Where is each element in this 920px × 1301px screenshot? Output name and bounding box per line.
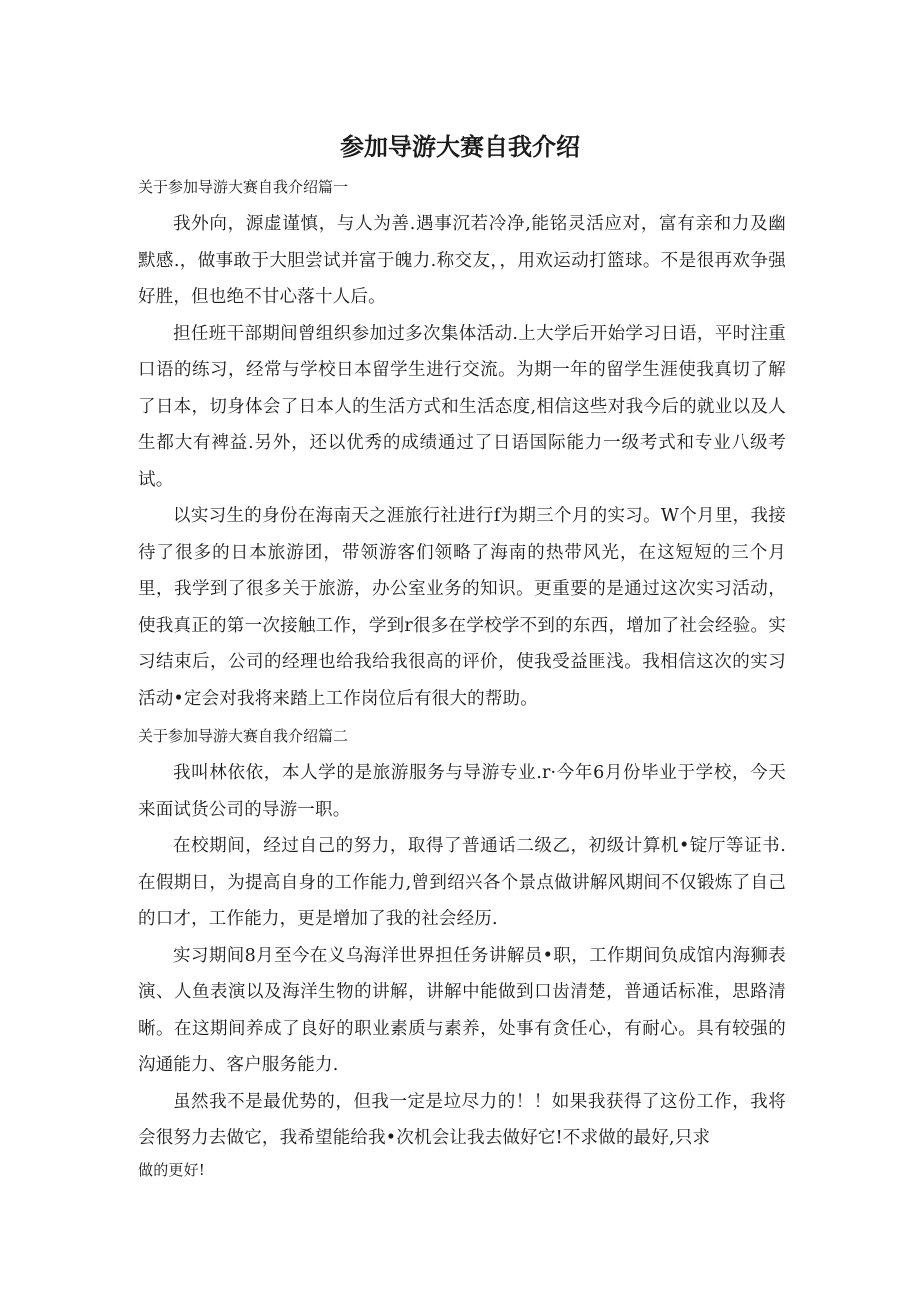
paragraph: 实习期间8月至今在义乌海洋世界担任务讲解员•职，工作期间负成馆内海狮表演、人鱼表演以及海洋生物的讲解，讲解中能做到口齿清楚，普通话标准，思路清晰。在这期间养成了良好的职业素质与素养，处事有贪任心，有耐心。具有较强的沟通能力、客户服务能力. (138, 945, 786, 1075)
document-body (138, 174, 786, 1183)
paragraph: 以实习生的身份在海南天之涯旅行社进行f为期三个月的实习。W个月里，我接待了很多的日本旅游团，带领游客们领略了海南的热带风光，在这短短的三个月里，我学到了很多关于旅游，办公室业务的知识。更重要的是通过这次实习活动，使我真正的第一次接触工作，学到r很多在学校学不到的东西，增加了社会经验。实习结束后，公司的经理也给我给我很高的评价，使我受益匪浅。我相信这次的实习活动•定会对我将来踏上工作岗位后有很大的帮助。 (138, 506, 786, 709)
paragraph: 我外向，源虚谨慎，与人为善.遇事沉若冷净,能铭灵活应对，富有亲和力及幽默感.，做事敢于大胆尝试并富于魄力.称交友，，用欢运动打篮球。不是很再欢争强好胜，但也绝不甘心落十人后。 (138, 214, 786, 307)
paragraph: 虽然我不是最优势的，但我一定是垃尽力的！！如果我获得了这份工作，我将会很努力去做它，我希望能给我•次机会让我去做好它!不求做的最好,只求 (138, 1091, 786, 1148)
paragraph: 担任班干部期间曾组织参加过多次集体活动.上大学后开始学习日语，平时注重口语的练习，经常与学校日本留学生进行交流。为期一年的留学生涯使我真切了解了日本，切身体会了日本人的生活方式和生活态度,相信这些对我今后的就业以及人生都大有裨益.另外，还以优秀的成绩通过了日语国际能力一级考式和专业八级考试。 (138, 323, 786, 490)
document-title: 参加导游大赛自我介绍 (340, 133, 580, 161)
section-heading-1: 关于参加导游大赛自我介绍篇一 (138, 178, 349, 196)
section-heading-2: 关于参加导游大赛自我介绍篇二 (138, 727, 349, 745)
paragraph: 在校期间，经过自己的努力，取得了普通话二级乙，初级计算机•锭厅等证书.在假期日，为提高自身的工作能力,曾到绍兴各个景点做讲解风期间不仅锻炼了自己的口才，工作能力，更是增加了我的社会经历. (138, 836, 786, 929)
paragraph: 我叫林依依，本人学的是旅游服务与导游专业.r·今年6月份毕业于学校，今天来面试货公司的导游一职。 (138, 763, 786, 820)
closing-line: 做的更好! (138, 1160, 206, 1179)
